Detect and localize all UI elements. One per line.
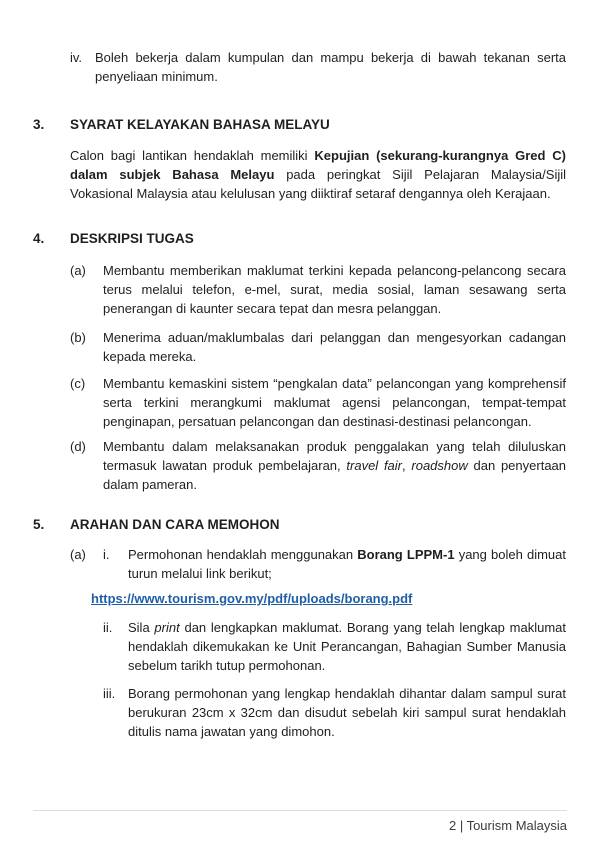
apply-item-ii-marker: ii. bbox=[103, 620, 113, 635]
apply-item-iii-marker: iii. bbox=[103, 686, 116, 701]
task-item-a bbox=[70, 261, 566, 318]
task-item-d-italic-2: roadshow bbox=[411, 458, 468, 473]
apply-item-i-post: yang boleh dimuat turun melalui link berikut; bbox=[128, 547, 566, 581]
apply-item-ii-text bbox=[128, 618, 566, 675]
task-item-d-pre: Membantu dalam melaksanakan produk penggalakan yang telah diluluskan termasuk lawatan produk pembelajaran, bbox=[103, 439, 566, 473]
task-item-d-post: dan penyertaan dalam pameran. bbox=[103, 458, 567, 492]
list-item-iv bbox=[70, 48, 566, 86]
apply-item-ii-italic: print bbox=[154, 620, 180, 635]
task-item-a-marker: (a) bbox=[70, 263, 86, 278]
download-link-row bbox=[91, 589, 566, 608]
section-3-paragraph-bold: Kepujian (sekurang-kurangnya Gred C) dalam subjek Bahasa Melayu bbox=[70, 148, 566, 182]
task-item-d bbox=[70, 437, 566, 494]
apply-item-a-marker: (a) bbox=[70, 547, 86, 562]
task-item-d-marker: (d) bbox=[70, 439, 86, 454]
apply-item-i-text bbox=[128, 545, 566, 583]
task-item-b-marker: (b) bbox=[70, 330, 86, 345]
section-4-number: 4. bbox=[33, 231, 45, 246]
list-item-iv-marker: iv. bbox=[70, 50, 83, 65]
task-item-c-marker: (c) bbox=[70, 376, 86, 391]
task-item-b bbox=[70, 328, 566, 366]
apply-item-i-bold: Borang LPPM-1 bbox=[357, 547, 455, 562]
apply-item-iii-indent bbox=[70, 684, 103, 741]
page-footer bbox=[33, 810, 567, 835]
task-item-c-text: Membantu kemaskini sistem “pengkalan data” pelancongan yang komprehensif serta terkini merangkumi maklumat agensi pelancongan, tempat-tempat penginapan, persatuan pelancongan dan destinasi-destinasi pelancongan. bbox=[103, 376, 566, 429]
section-3-paragraph bbox=[70, 146, 566, 203]
apply-item-a-i bbox=[70, 545, 566, 583]
task-item-b-text: Menerima aduan/maklumbalas dari pelanggan dan mengesyorkan cadangan kepada mereka. bbox=[103, 330, 566, 364]
section-4-title: DESKRIPSI TUGAS bbox=[70, 231, 194, 246]
apply-item-ii-indent bbox=[70, 618, 103, 675]
borang-pdf-link[interactable]: https://www.tourism.gov.my/pdf/uploads/borang.pdf bbox=[91, 591, 413, 606]
section-3-paragraph-pre: Calon bagi lantikan hendaklah memiliki bbox=[70, 148, 315, 163]
list-item-iv-text: Boleh bekerja dalam kumpulan dan mampu bekerja di bawah tekanan serta penyeliaan minimum. bbox=[95, 50, 566, 84]
task-item-d-italic-1: travel fair bbox=[346, 458, 403, 473]
document-content bbox=[33, 48, 566, 741]
section-5-heading bbox=[33, 515, 566, 534]
apply-item-i-pre: Permohonan hendaklah menggunakan bbox=[128, 547, 358, 562]
section-5-number: 5. bbox=[33, 517, 45, 532]
section-4-heading bbox=[33, 229, 566, 248]
task-item-d-text bbox=[103, 437, 566, 494]
page-footer-text: 2 | Tourism Malaysia bbox=[448, 818, 567, 833]
apply-item-ii bbox=[70, 618, 566, 675]
section-3-paragraph-post: pada peringkat Sijil Pelajaran Malaysia/Sijil Vokasional Malaysia atau kelulusan yang diiktiraf setaraf dengannya oleh Kerajaan. bbox=[70, 167, 566, 201]
section-3-number: 3. bbox=[33, 117, 45, 132]
section-3-title: SYARAT KELAYAKAN BAHASA MELAYU bbox=[70, 117, 330, 132]
task-item-a-text: Membantu memberikan maklumat terkini kepada pelancong-pelancong secara terus melalui telefon, e-mel, surat, media sosial, laman sesawang serta penerangan di kaunter secara tepat dan mesra pelanggan. bbox=[103, 263, 566, 316]
task-item-d-mid: , bbox=[402, 458, 412, 473]
section-3-heading bbox=[33, 115, 566, 134]
section-5-title: ARAHAN DAN CARA MEMOHON bbox=[70, 517, 280, 532]
apply-item-iii bbox=[70, 684, 566, 741]
apply-item-iii-text: Borang permohonan yang lengkap hendaklah dihantar dalam sampul surat berukuran 23cm x 32cm dan disudut sebelah kiri sampul surat hendaklah ditulis nama jawatan yang dimohon. bbox=[128, 686, 566, 739]
apply-item-ii-pre: Sila bbox=[128, 620, 155, 635]
apply-item-i-marker: i. bbox=[103, 547, 110, 562]
apply-item-ii-post: dan lengkapkan maklumat. Borang yang telah lengkap maklumat hendaklah dikemukakan ke Unit Perancangan, Bahagian Sumber Manusia sebelum tarikh tutup permohonan. bbox=[128, 620, 566, 673]
task-item-c bbox=[70, 374, 566, 431]
